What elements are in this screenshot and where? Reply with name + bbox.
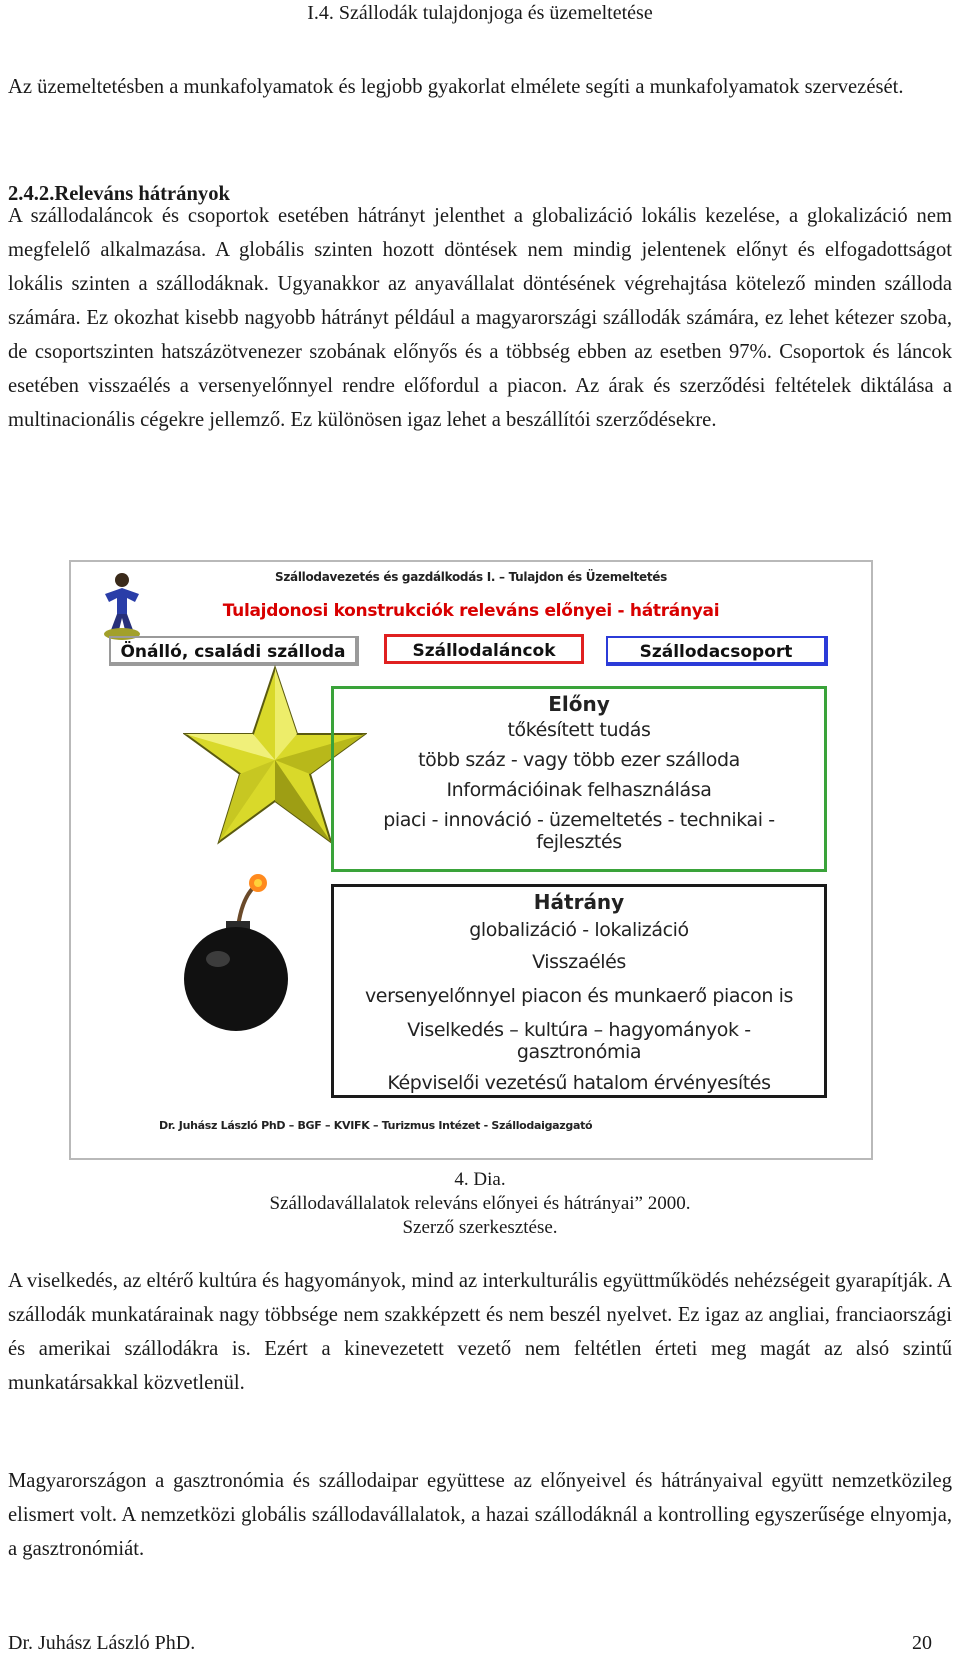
category-hotel-group: Szállodacsoport bbox=[606, 636, 828, 666]
caption-line-1: 4. Dia. bbox=[454, 1169, 506, 1190]
advantage-item: Információinak felhasználása bbox=[446, 779, 712, 801]
paragraph-3: Magyarországon a gasztronómia és szállodaipar együttese az előnyeivel és hátrányaival együtt nemzetközileg elismert volt. A nemzetközi globális szállodavállalatok, a hazai szállodáknál a kontrolling egyszerűsége elnyomja, a gasztronómiát. bbox=[8, 1470, 952, 1560]
person-figure-icon bbox=[97, 568, 147, 642]
slide-figure bbox=[69, 560, 873, 1160]
footer-author: Dr. Juhász László PhD. bbox=[8, 1632, 196, 1654]
slide-top-line: Szállodavezetés és gazdálkodás I. – Tulajdon és Üzemeltetés bbox=[275, 570, 667, 584]
caption-line-3: Szerző szerkesztése. bbox=[402, 1217, 558, 1238]
disadvantage-item: globalizáció - lokalizáció bbox=[469, 919, 689, 941]
caption-line-2: Szállodavállalatok releváns előnyei és hátrányai” 2000. bbox=[269, 1193, 691, 1214]
disadvantage-item: Képviselői vezetésű hatalom érvényesítés bbox=[387, 1072, 771, 1094]
disadvantage-item: versenyelőnnyel piacon és munkaerő piacon is bbox=[364, 985, 794, 1007]
intro-paragraph: Az üzemeltetésben a munkafolyamatok és legjobb gyakorlat elmélete segíti a munkafolyamatok szervezését. bbox=[8, 76, 904, 98]
advantage-item: tőkésített tudás bbox=[507, 719, 651, 741]
section-paragraph: A szállodaláncok és csoportok esetében hátrányt jelenthet a globalizáció lokális kezelése, a glokalizáció nem megfelelő alkalmazása. A globális szinten hozott döntések nem mindig jelentenek előnyt és elfogadottságot lokális szinten a szállodáknak. Ugyanakkor az anyavállalat döntésének végrehajtása kötelező minden szálloda számára. Ez okozhat kisebb nagyobb hátrányt például a magyarországi szállodák számára, ez lehet kétezer szoba, de csoportszinten hatszázötvenezer szobának előnyős és a többség ebben az esetben 97%. Csoportok és láncok esetében visszaélés a versenyelőnnyel rendre előfordul a piacon. Az árak és szerződési feltételek diktálása a multinacionális cégekre jellemző. Ez különösen igaz lehet a beszállítói szerződésekre. bbox=[8, 205, 952, 431]
paragraph-2: A viselkedés, az eltérő kultúra és hagyományok, mind az interkulturális együttműködés nehézségeit gyarapítják. A szállodák munkatárainak nagy többsége nem szakképzett és nem beszél nyelvet. Ez igaz az angliai, franciaországi és amerikai szállodákra is. Ezért a kinevezetett vezető nem feltétlen érteti meg magát az alsó szintű munkatársakkal közvetlenül. bbox=[8, 1270, 952, 1394]
advantage-item: piaci - innováció - üzemeltetés - technikai - fejlesztés bbox=[383, 809, 775, 853]
section-heading: 2.4.2.Releváns hátrányok bbox=[8, 183, 230, 205]
advantage-panel bbox=[331, 686, 827, 872]
bomb-icon bbox=[176, 867, 296, 1032]
page-number: 20 bbox=[912, 1632, 932, 1654]
running-header: I.4. Szállodák tulajdonjoga és üzemeltetése bbox=[307, 2, 653, 24]
slide-footer: Dr. Juhász László PhD – BGF – KVIFK – Turizmus Intézet - Szállodaigazgató bbox=[159, 1119, 593, 1132]
disadvantage-panel bbox=[331, 884, 827, 1098]
disadvantage-item: Visszaélés bbox=[532, 951, 626, 973]
advantage-item: több száz - vagy több ezer szálloda bbox=[418, 749, 740, 771]
disadvantage-item: Viselkedés – kultúra – hagyományok - gasztronómia bbox=[407, 1019, 751, 1063]
category-independent-hotel: Önálló, családi szálloda bbox=[109, 636, 359, 666]
slide-title: Tulajdonosi konstrukciók releváns előnyei - hátrányai bbox=[222, 601, 720, 621]
disadvantage-title: Hátrány bbox=[533, 890, 625, 914]
category-hotel-chains: Szállodaláncok bbox=[384, 634, 584, 664]
advantage-title: Előny bbox=[548, 692, 610, 716]
